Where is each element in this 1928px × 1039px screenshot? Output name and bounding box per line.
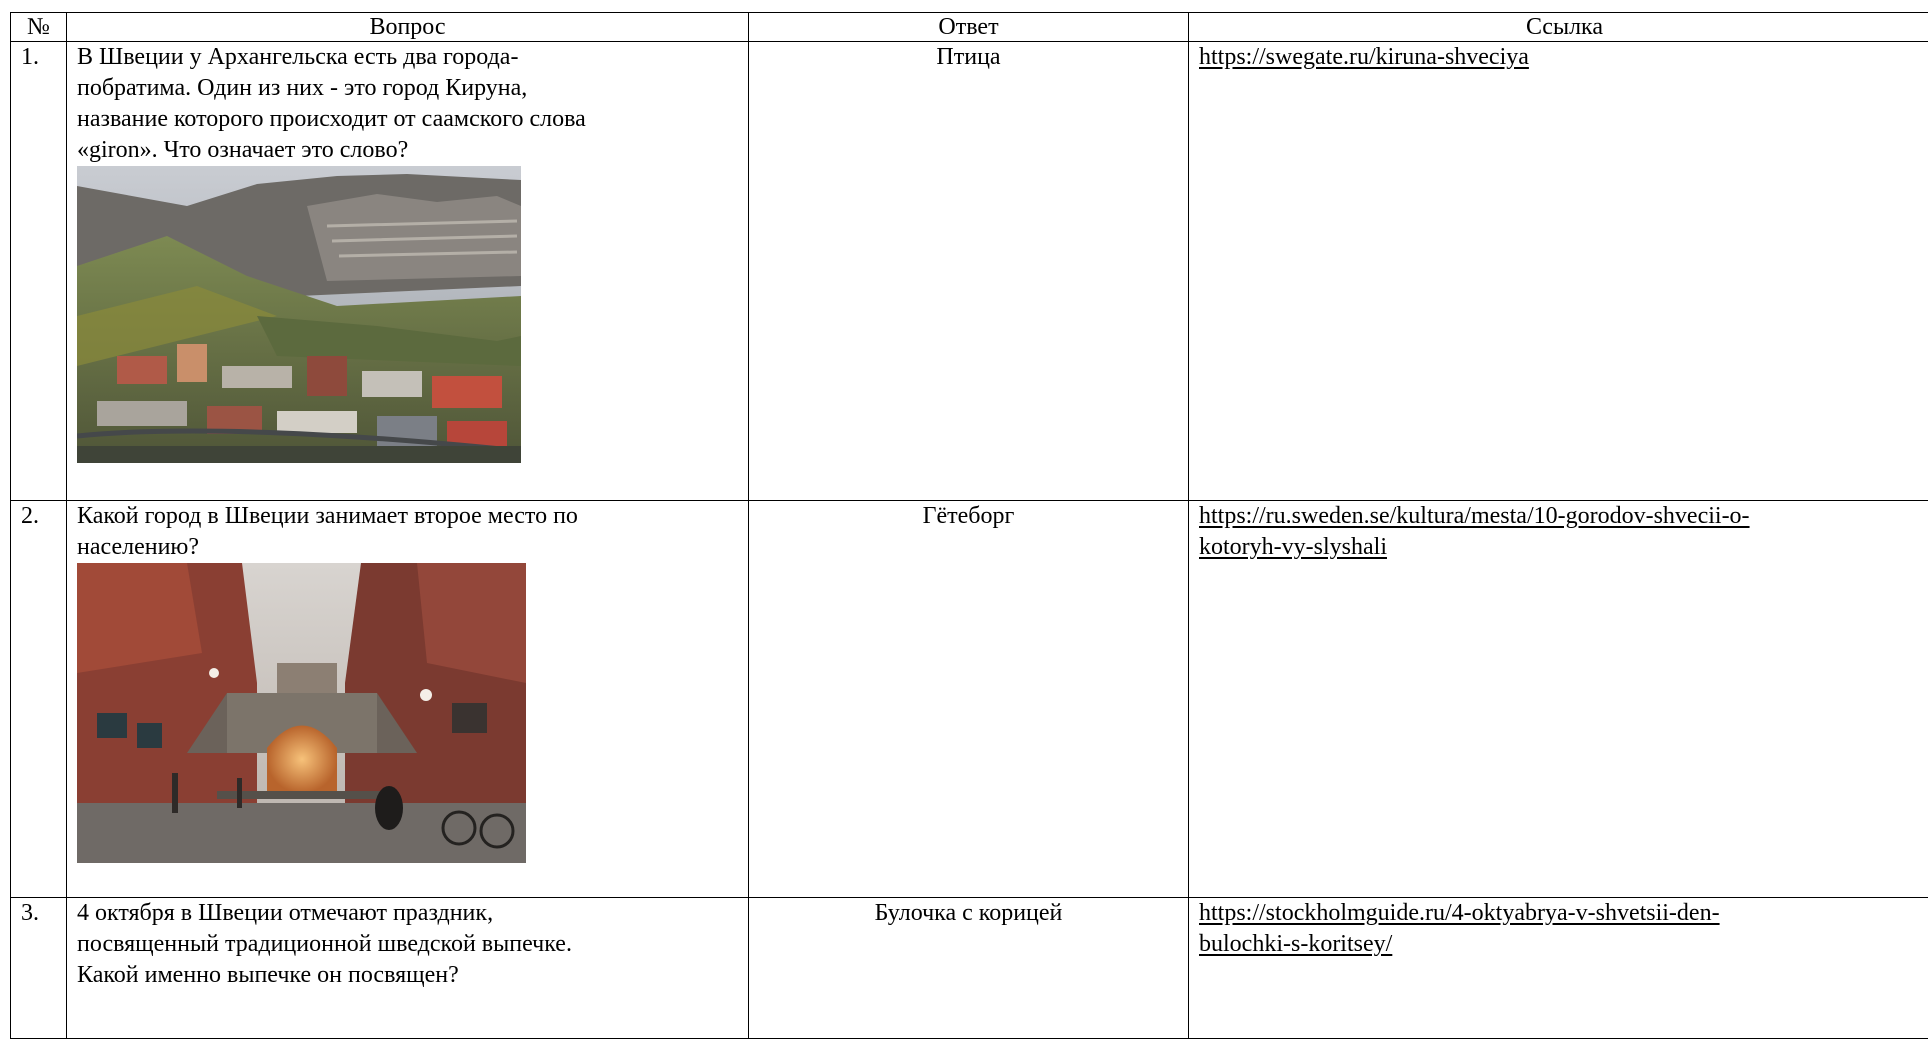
table-row — [11, 501, 1928, 898]
kiruna-photo — [77, 166, 738, 463]
quiz-table — [10, 12, 1928, 1039]
question-line: В Швеции у Архангельска есть два города- — [77, 42, 738, 73]
table-row — [11, 898, 1928, 1039]
row-number: 3. — [11, 898, 67, 1039]
question-line: посвященный традиционной шведской выпечке. — [77, 929, 738, 960]
question-line: название которого происходит от саамского слова — [77, 104, 738, 135]
link-cell — [1189, 898, 1928, 1039]
question-line: Какой именно выпечке он посвящен? — [77, 960, 738, 991]
link-cell — [1189, 42, 1928, 501]
table-row — [11, 42, 1928, 501]
question-cell — [67, 501, 749, 898]
answer-cell: Булочка с корицей — [749, 898, 1189, 1039]
question-line: «giron». Что означает это слово? — [77, 135, 738, 166]
link-line: kotoryh-vy-slyshali — [1199, 532, 1928, 563]
question-line: побратима. Один из них - это город Кируна, — [77, 73, 738, 104]
question-cell — [67, 42, 749, 501]
header-row — [11, 13, 1928, 42]
link-line: bulochki-s-koritsey/ — [1199, 929, 1928, 960]
question-line: населению? — [77, 532, 738, 563]
header-link: Ссылка — [1189, 13, 1928, 42]
question-line: Какой город в Швеции занимает второе место по — [77, 501, 738, 532]
question-cell — [67, 898, 749, 1039]
source-link[interactable] — [1199, 898, 1928, 960]
source-link[interactable] — [1199, 44, 1529, 70]
link-cell — [1189, 501, 1928, 898]
header-answer: Ответ — [749, 13, 1189, 42]
row-number: 1. — [11, 42, 67, 501]
gothenburg-photo — [77, 563, 738, 863]
link-line: https://stockholmguide.ru/4-oktyabrya-v-shvetsii-den- — [1199, 898, 1928, 929]
source-link[interactable] — [1199, 501, 1928, 563]
answer-cell: Птица — [749, 42, 1189, 501]
row-number: 2. — [11, 501, 67, 898]
answer-cell: Гётеборг — [749, 501, 1189, 898]
question-line: 4 октября в Швеции отмечают праздник, — [77, 898, 738, 929]
link-line: https://ru.sweden.se/kultura/mesta/10-gorodov-shvecii-o- — [1199, 501, 1928, 532]
header-num: № — [11, 13, 67, 42]
header-question: Вопрос — [67, 13, 749, 42]
link-line: https://swegate.ru/kiruna-shveciya — [1199, 44, 1529, 70]
